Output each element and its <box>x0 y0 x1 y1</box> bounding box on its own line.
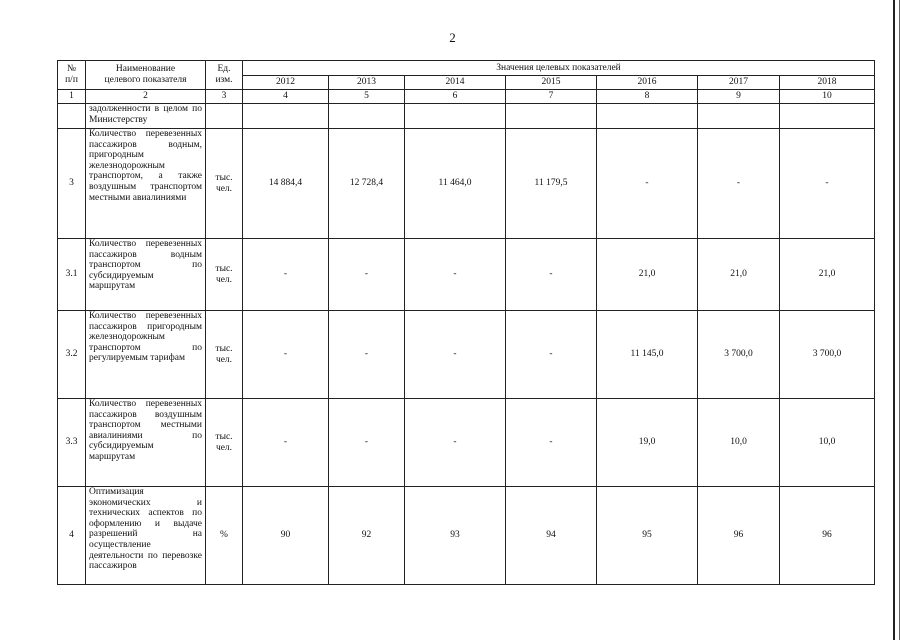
value-cell-2018: 21,0 <box>780 239 875 311</box>
row-number: 3.1 <box>58 239 86 311</box>
value-cell-2013: - <box>329 239 405 311</box>
value-cell-2012: 90 <box>243 487 329 585</box>
column-number: 5 <box>329 90 405 104</box>
table-row <box>58 311 875 399</box>
value-cell-2018 <box>780 104 875 129</box>
table-row <box>58 129 875 239</box>
column-numbers-row <box>58 90 875 104</box>
value-cell-2016: 21,0 <box>597 239 698 311</box>
value-cell-2014: - <box>405 239 506 311</box>
value-cell-2015: - <box>506 311 597 399</box>
column-number: 7 <box>506 90 597 104</box>
row-number: 4 <box>58 487 86 585</box>
value-cell-2013 <box>329 104 405 129</box>
column-number: 1 <box>58 90 86 104</box>
value-cell-2018: - <box>780 129 875 239</box>
indicator-name: задолженности в целом по Министерству <box>86 104 206 129</box>
indicator-name: Количество перевезенных пассажиров водным, пригородным железнодорожным транспортом, а также воздушным транспортом местными авиалиниями <box>86 129 206 239</box>
value-cell-2016: 11 145,0 <box>597 311 698 399</box>
unit-of-measure <box>206 104 243 129</box>
value-cell-2013: 92 <box>329 487 405 585</box>
column-number: 9 <box>698 90 780 104</box>
header-year-2012: 2012 <box>243 76 329 90</box>
row-number: 3.3 <box>58 399 86 487</box>
indicator-name: Количество перевезенных пассажиров водным транспортом по субсидируемым маршрутам <box>86 239 206 311</box>
header-year-2017: 2017 <box>698 76 780 90</box>
value-cell-2014: - <box>405 399 506 487</box>
unit-of-measure: тыс. чел. <box>206 239 243 311</box>
header-num: № п/п <box>58 61 86 90</box>
scan-edge-line <box>893 0 895 640</box>
value-cell-2015 <box>506 104 597 129</box>
header-unit: Ед. изм. <box>206 61 243 90</box>
value-cell-2016: - <box>597 129 698 239</box>
column-number: 8 <box>597 90 698 104</box>
column-number: 2 <box>86 90 206 104</box>
value-cell-2012: - <box>243 239 329 311</box>
value-cell-2012: - <box>243 311 329 399</box>
value-cell-2016: 19,0 <box>597 399 698 487</box>
unit-of-measure: % <box>206 487 243 585</box>
table-row <box>58 487 875 585</box>
value-cell-2018: 3 700,0 <box>780 311 875 399</box>
value-cell-2017: - <box>698 129 780 239</box>
scan-edge-line-thin <box>899 0 900 640</box>
value-cell-2017: 21,0 <box>698 239 780 311</box>
value-cell-2018: 96 <box>780 487 875 585</box>
table-row <box>58 399 875 487</box>
value-cell-2015: - <box>506 239 597 311</box>
value-cell-2017: 3 700,0 <box>698 311 780 399</box>
unit-of-measure: тыс. чел. <box>206 129 243 239</box>
table-body <box>58 104 875 585</box>
value-cell-2014: - <box>405 311 506 399</box>
value-cell-2012 <box>243 104 329 129</box>
header-year-2016: 2016 <box>597 76 698 90</box>
header-name: Наименование целевого показателя <box>86 61 206 90</box>
indicator-name: Оптимизация экономических и технических аспектов по оформлению и выдаче разрешений на осуществление деятельности по перевозке пассажиров <box>86 487 206 585</box>
page-number: 2 <box>449 30 456 45</box>
value-cell-2016: 95 <box>597 487 698 585</box>
column-number: 6 <box>405 90 506 104</box>
header-year-2013: 2013 <box>329 76 405 90</box>
value-cell-2014: 93 <box>405 487 506 585</box>
row-number: 3 <box>58 129 86 239</box>
indicator-name: Количество перевезенных пассажиров пригородным железнодорожным транспортом по регулируемым тарифам <box>86 311 206 399</box>
row-number <box>58 104 86 129</box>
table-header <box>58 61 875 104</box>
value-cell-2017 <box>698 104 780 129</box>
value-cell-2014 <box>405 104 506 129</box>
value-cell-2015: 94 <box>506 487 597 585</box>
row-number: 3.2 <box>58 311 86 399</box>
unit-of-measure: тыс. чел. <box>206 399 243 487</box>
value-cell-2013: - <box>329 311 405 399</box>
unit-of-measure: тыс. чел. <box>206 311 243 399</box>
value-cell-2014: 11 464,0 <box>405 129 506 239</box>
target-indicators-table <box>57 60 875 585</box>
column-number: 10 <box>780 90 875 104</box>
header-year-2014: 2014 <box>405 76 506 90</box>
value-cell-2013: 12 728,4 <box>329 129 405 239</box>
table-row <box>58 104 875 129</box>
value-cell-2012: 14 884,4 <box>243 129 329 239</box>
value-cell-2016 <box>597 104 698 129</box>
indicator-name: Количество перевезенных пассажиров воздушным транспортом местными авиалиниями по субсидируемым маршрутам <box>86 399 206 487</box>
header-year-2015: 2015 <box>506 76 597 90</box>
value-cell-2017: 96 <box>698 487 780 585</box>
column-number: 3 <box>206 90 243 104</box>
value-cell-2012: - <box>243 399 329 487</box>
value-cell-2015: - <box>506 399 597 487</box>
column-number: 4 <box>243 90 329 104</box>
header-year-2018: 2018 <box>780 76 875 90</box>
table-row <box>58 239 875 311</box>
value-cell-2013: - <box>329 399 405 487</box>
value-cell-2015: 11 179,5 <box>506 129 597 239</box>
header-values-title: Значения целевых показателей <box>243 61 875 76</box>
value-cell-2017: 10,0 <box>698 399 780 487</box>
value-cell-2018: 10,0 <box>780 399 875 487</box>
